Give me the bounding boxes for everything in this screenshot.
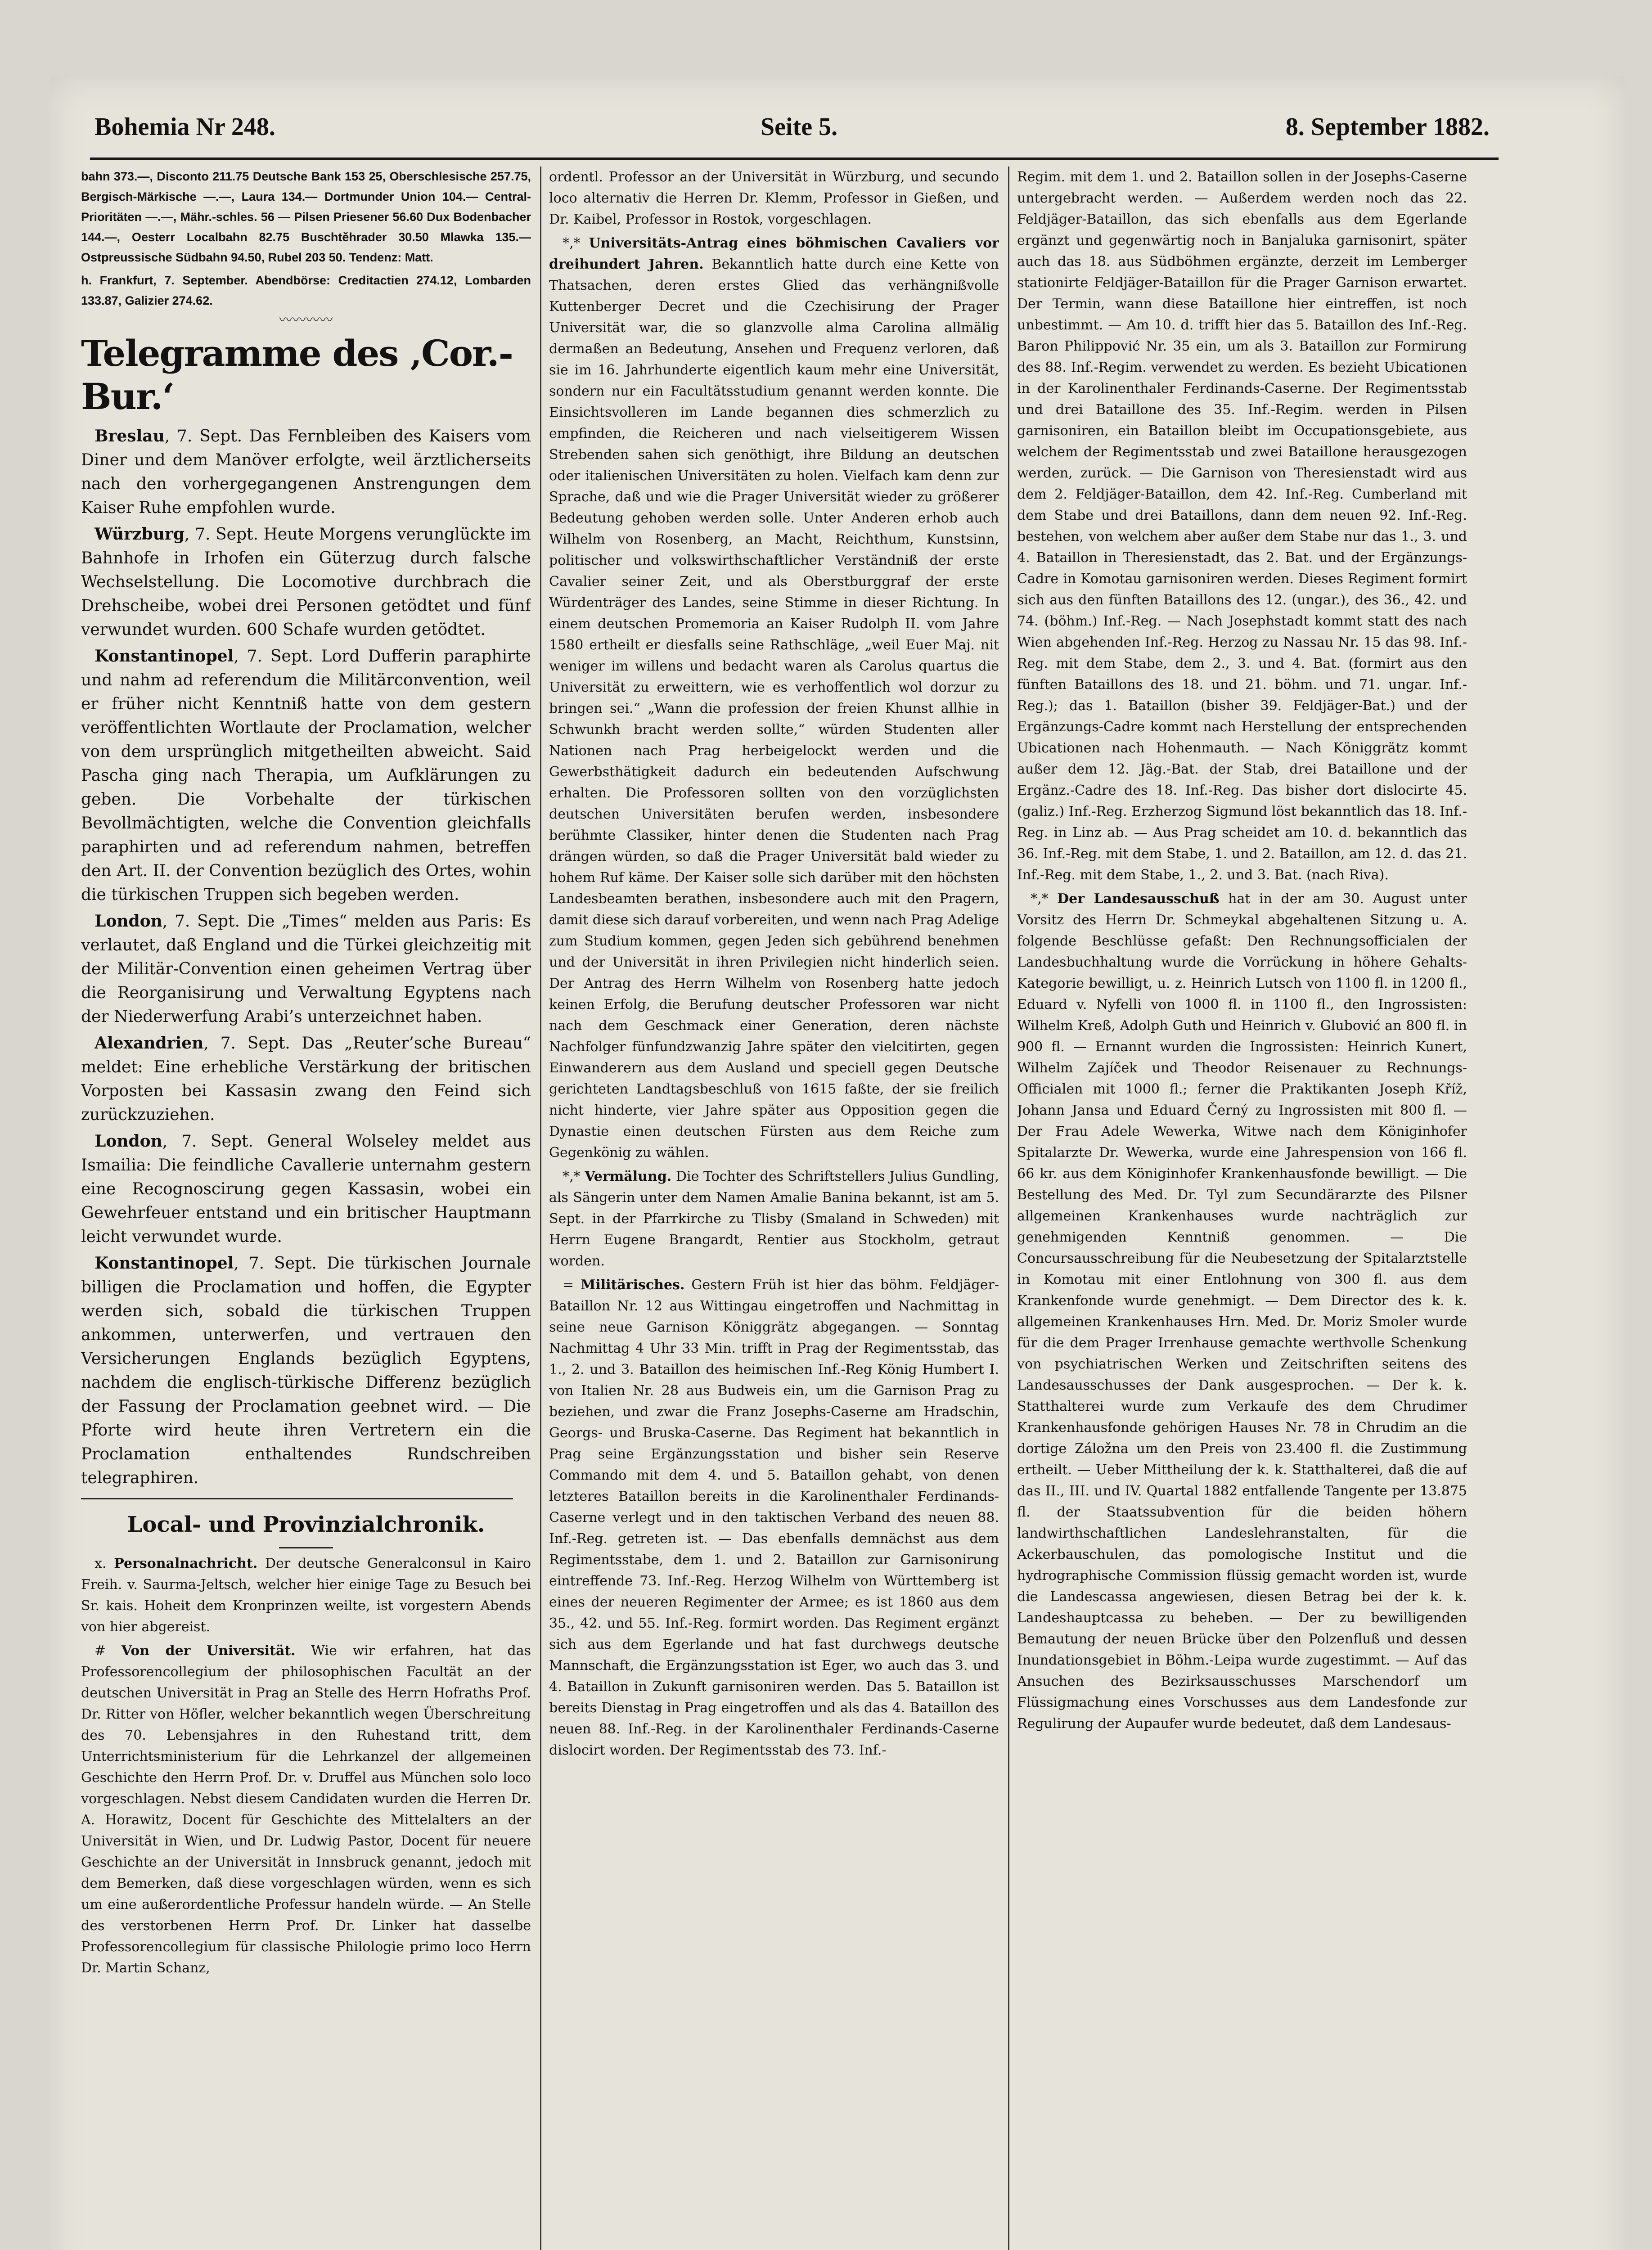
telegram-place: London: [95, 1132, 162, 1151]
frankfurt-place: h. Frankfurt: [81, 274, 153, 287]
ornament-divider: 〰〰〰〰: [279, 312, 333, 328]
page-number: Seite 5.: [761, 113, 838, 141]
article-wedding: *‚* Vermälung. Die Tochter des Schriftstellers Julius Gundling, als Sängerin unter dem Namen Amalie Banina bekannt, ist am 5. Sept. in der Pfarrkirche zu Tlisby (Smaland in Schweden) mit Herrn Eugene Brangardt, Rentier aus Stockholm, getraut worden.: [549, 1169, 999, 1269]
section-title-telegrams: Telegramme des ‚Cor.-Bur.‘: [81, 332, 513, 418]
frankfurt-text: , 7. September. Abendbörse: Creditactien 274.12, Lombarden 133.87, Galizier 274.62.: [81, 274, 531, 307]
column-3: [1017, 166, 1467, 2250]
telegram-place: Würzburg: [95, 525, 185, 544]
telegram-text: , 7. Sept. General Wolseley meldet aus Ismailia: Die feindliche Cavallerie unternahm gestern eine Recognoscirung gegen Kassasin, wobei ein Gewehrfeuer entstand und ein britischer Hauptmann leicht verwundet wurde.: [81, 1132, 531, 1246]
header-rule: [90, 158, 1499, 160]
telegram-text: , 7. Sept. Das Fernbleiben des Kaisers vom Diner und dem Manöver erfolgte, weil ärztlicherseits nach den vorhergegangenen Anstrengungen dem Kaiser Ruhe empfohlen wurde.: [81, 427, 531, 517]
issue-date: 8. September 1882.: [1285, 113, 1490, 141]
telegram-place: London: [95, 912, 162, 931]
telegram-place: Breslau: [95, 427, 165, 446]
page-header: [95, 104, 1490, 153]
article-head: Personalnachricht.: [114, 1556, 258, 1571]
newspaper-page: [50, 76, 1625, 2250]
title-underline: [279, 1547, 333, 1548]
article-text: Bekanntlich hatte durch eine Kette von Thatsachen, deren erstes Glied das verhängnißvolle Kuttenberger Decret und die Czechisirung der Prager Universität war, die so glanzvolle alma Carolina allmälig dermaßen an Bedeutung, Ansehen und Frequenz verloren, daß sie im 16. Jahrhunderte eigentlich kaum mehr eine Universität, sondern nur ein Facultätsstudium genannt werden konnte. Die Einsichtsvolleren im Lande begannen dies schmerzlich zu empfinden, die Reicheren und nach vielseitigerem Wissen Strebenden sahen sich genöthigt, ihre Bildung an deutschen oder italienischen Universitäten zu holen. Vielfach kam denn zur Sprache, daß und wie die Prager Universität wieder zu größerer Bedeutung gehoben werden solle. Unter Anderen erhob auch Wilhelm von Rosenberg, an Macht, Reichthum, Kunstsinn, politischer und volkswirthschaftlicher Verständniß der erste Cavalier seiner Zeit, und als Oberstburggraf der erste Würdenträger des Landes, seine Stimme in dieser Richtung. In einem deutschen Promemoria an Kaiser Rudolph II. vom Jahre 1580 ertheilt er diesfalls seine Rathschläge, „weil Euer Maj. nit weniger im willens und bedacht waren als Carolus quartus die Universität zu erweittern, wie es verhoffentlich wol dorzur zu bringen sei.“ „Wann die profession der freien Khunst allhie in Schwunkh bracht werden sollte,“ würden Studenten aller Nationen nach Prag herbeigelockt werden und die Gewerbsthätigkeit dadurch ein bedeutenden Aufschwung erhalten. Die Professoren sollten von den vorzüglichsten deutschen Universitäten berufen werden, insbesondere berühmte Classiker, hinter denen die Studenten nach Prag drängen würden, so daß die Prager Universität bald wieder zu hohem Ruf käme. Der Kaiser solle sich darüber mit den höchsten Landesbeamten berathen, insbesondere auch mit den Pragern, damit diese sich darauf vorbereiten, und wenn nach Prag Adelige zum Studium kommen, gegen Jeden sich gebührend benehmen und der Universität in ihren Privilegien nicht hinderlich seien. Der Antrag des Herrn Wilhelm von Rosenberg hatte jedoch keinen Erfolg, die Berufung deutscher Professoren war nicht nach dem Geschmack einer Generation, deren nächste Nachfolger fünfundzwanzig Jahre später den vielcitirten, gegen Einwanderern aus dem Ausland und speciell gegen Deutsche gerichteten Landtagsbeschluß von 1615 faßte, der sie freilich nicht hinderte, vier Jahre später aus Opposition gegen die Dynastie einen deutschen Fürsten aus dem Reiche zum Gegenkönig zu wählen.: [549, 256, 999, 1161]
telegram-item: [81, 522, 531, 642]
issue-number: Bohemia Nr 248.: [95, 113, 275, 141]
telegram-text: , 7. Sept. Die „Times“ melden aus Paris: Es verlautet, daß England und die Türkei gleichzeitig mit der Militär-Convention einen geheimen Vertrag über die Reorganisirung und Verwaltung Egyptens nach der Niederwerfung Arabi’s unterzeichnet haben.: [81, 912, 531, 1026]
section-title-local: Local- und Provinzialchronik.: [127, 1512, 485, 1537]
article-head: Von der Universität.: [121, 1643, 296, 1659]
article-landesausschuss: *‚* Der Landesausschuß hat in der am 30. August unter Vorsitz des Herrn Dr. Schmeykal abgehaltenen Sitzung u. A. folgende Beschlüsse gefaßt: Den Rechnungsofficialen der Landesbuchhaltung wurde die Vorrückung in höhere Gehalts-Kategorie bewilligt, u. z. Heinrich Lutsch von 1100 fl. in 1200 fl., Eduard v. Nyfelli von 1000 fl. in 1100 fl., den Ingrossisten: Wilhelm Kreß, Adolph Guth und Heinrich v. Glubović an 800 fl. in 900 fl. — Ernannt wurden die Ingrossisten: Heinrich Kunert, Wilhelm Zajíček und Theodor Reisenauer zu Rechnungs-Officialen mit 1000 fl.; ferner die Praktikanten Joseph Kříž, Johann Jansa und Eduard Černý zu Ingrossisten mit 800 fl. — Der Frau Adele Wewerka, Witwe nach dem Königinhofer Spitalarzte Dr. Wewerka, wurde eine Jahrespension von 166 fl. 66 kr. aus dem Königinhofer Krankenhausfonde bewilligt. — Die Bestellung des Med. Dr. Tyl zum Secundärarzte des Pilsner allgemeinen Krankenhauses wurde nachträglich zur genehmigenden Kenntniß genommen. — Die Concursausschreibung für die Neubesetzung der Spitalarztstelle in Komotau mit einer Entlohnung von 300 fl. aus dem Krankenfonde wurde genehmigt. — Dem Director des k. k. allgemeinen Krankenhauses Hrn. Med. Dr. Moriz Smoler wurde für die dem Prager Irrenhause gemachte werthvolle Schenkung von psychiatrischen Werken und Zeitschriften seitens des Landesausschusses der Dank ausgesprochen. — Der k. k. Statthalterei wurde zum Verkaufe des dem Chrudimer Krankenhausfonde gehörigen Hauses Nr. 78 in Chrudim an die dortige Záložna um den Preis von 23.400 fl. die Zustimmung ertheilt. — Ueber Mittheilung der k. k. Statthalterei, daß die auf das II., III. und IV. Quartal 1882 entfallende Tangente per 13.875 fl. der Staatssubvention für die beiden höhern landwirthschaftlichen Landeslehranstalten, für die Ackerbauschulen, das pomologische Institut und die hydrographische Commission flüssig gemacht worden ist, wurde die Landescassa angewiesen, diesen Betrag bei der k. k. Landeshauptcassa zu beheben. — Der zu bewilligenden Bemautung der neuen Brücke über den Polzenfluß und dessen Inundationsgebiet in Böhm.-Leipa wurde zugestimmt. — Auf das Ansuchen des Bezirksausschusses Marschendorf um Flüssigmachung eines Vorschusses aus dem Landesfonde zur Regulirung der Aupaufer wurde bedeutet, daß dem Landesaus-: [1017, 891, 1467, 1732]
telegram-text: , 7. Sept. Heute Morgens verunglückte im Bahnhofe in Irhofen ein Güterzug durch falsche Wechselstellung. Die Locomotive durchbrach die Drehscheibe, wobei drei Personen getödtet und fünf verwundet wurden. 600 Schafe wurden getödtet.: [81, 525, 531, 639]
frankfurt-report: [81, 270, 531, 311]
article-text: hat in der am 30. August unter Vorsitz des Herrn Dr. Schmeykal abgehaltenen Sitzung u. A. folgende Beschlüsse gefaßt: Den Rechnungsofficialen der Landesbuchhaltung wurde die Vorrückung in höhere Gehalts-Kategorie bewilligt, u. z. Heinrich Lutsch von 1100 fl. in 1200 fl., Eduard v. Nyfelli von 1000 fl. in 1100 fl., den Ingrossisten: Wilhelm Kreß, Adolph Guth und Heinrich v. Glubović an 800 fl. in 900 fl. — Ernannt wurden die Ingrossisten: Heinrich Kunert, Wilhelm Zajíček und Theodor Reisenauer zu Rechnungs-Officialen mit 1000 fl.; ferner die Praktikanten Joseph Kříž, Johann Jansa und Eduard Černý zu Ingrossisten mit 800 fl. — Der Frau Adele Wewerka, Witwe nach dem Königinhofer Spitalarzte Dr. Wewerka, wurde eine Jahrespension von 166 fl. 66 kr. aus dem Königinhofer Krankenhausfonde bewilligt. — Die Bestellung des Med. Dr. Tyl zum Secundärarzte des Pilsner allgemeinen Krankenhauses wurde nachträglich zur genehmigenden Kenntniß genommen. — Die Concursausschreibung für die Neubesetzung der Spitalarztstelle in Komotau mit einer Entlohnung von 300 fl. aus dem Krankenfonde wurde genehmigt. — Dem Director des k. k. allgemeinen Krankenhauses Hrn. Med. Dr. Moriz Smoler wurde für die dem Prager Irrenhause gemachte werthvolle Schenkung von psychiatrischen Werken und Zeitschriften seitens des Landesausschusses der Dank ausgesprochen. — Der k. k. Statthalterei wurde zum Verkaufe des dem Chrudimer Krankenhausfonde gehörigen Hauses Nr. 78 in Chrudim an die dortige Záložna um den Preis von 23.400 fl. die Zustimmung ertheilt. — Ueber Mittheilung der k. k. Statthalterei, daß die auf das II., III. und IV. Quartal 1882 entfallende Tangente per 13.875 fl. der Staatssubvention für die beiden höhern landwirthschaftlichen Landeslehranstalten, für die Ackerbauschulen, das pomologische Institut und die hydrographische Commission flüssig gemacht worden ist, wurde die Landescassa angewiesen, diesen Betrag bei der k. k. Landeshauptcassa zu beheben. — Der zu bewilligenden Bemautung der neuen Brücke über den Polzenfluß und dessen Inundationsgebiet in Böhm.-Leipa wurde zugestimmt. — Auf das Ansuchen des Bezirksausschusses Marschendorf um Flüssigmachung eines Vorschusses aus dem Landesfonde zur Regulirung der Aupaufer wurde bedeutet, daß dem Landesaus-: [1017, 891, 1467, 1732]
telegram-item: [81, 1251, 531, 1490]
article-military: = Militärisches. Gestern Früh ist hier das böhm. Feldjäger-Bataillon Nr. 12 aus Wittingau eingetroffen und Nachmittag in seine neue Garnison Königgrätz abgegangen. — Sonntag Nachmittag 4 Uhr 33 Min. trifft in Prag der Regimentsstab, das 1., 2. und 3. Bataillon des heimischen Inf.-Reg König Humbert I. von Italien Nr. 28 aus Budweis ein, um die Garnison Prag zu beziehen, und zwar die Franz Josephs-Caserne am Hradschin, Georgs- und Bruska-Caserne. Das Regiment hat bekanntlich in Prag seine Ergänzungsstation und bisher sein Reserve Commando mit dem 4. und 5. Bataillon gehabt, von denen letzteres Bataillon bereits in die Karolinenthaler Ferdinands-Caserne verlegt und in den taktischen Verband des neuen 88. Inf.-Reg. getreten ist. — Das ebenfalls demnächst aus dem Regimentsstabe, dem 1. und 2. Bataillon zur Garnisonirung eintreffende 73. Inf.-Reg. Herzog Wilhelm von Württemberg ist eines der neueren Regimenter der Armee; es ist 1860 aus dem 35., 42. und 55. Inf.-Reg. formirt worden. Das Regiment ergänzt sich aus dem Egerlande und hat fast durchwegs deutsche Mannschaft, die Ergänzungsstation ist Eger, wo auch das 3. und 4. Bataillon in Zukunft garnisoniren werden. Das 5. Bataillon ist bereits Dienstag in Prag eingetroffen und als das 4. Bataillon des neuen 88. Inf.-Reg. in der Karolinenthaler Ferdinands-Caserne dislocirt worden. Der Regimentsstab des 73. Inf.-: [549, 1277, 999, 1758]
telegram-item: [81, 424, 531, 520]
article-head: Militärisches.: [581, 1277, 685, 1293]
article-continuation: ordentl. Professor an der Universität in Würzburg, und secundo loco alternativ die Herren Dr. Klemm, Professor in Gießen, und Dr. Kaibel, Professor in Rostok, vorgeschlagen.: [549, 169, 999, 227]
column-divider: [540, 166, 541, 2250]
article-text: Die Tochter des Schriftstellers Julius Gundling, als Sängerin unter dem Namen Amalie Banina bekannt, ist am 5. Sept. in der Pfarrkirche zu Tlisby (Smaland in Schweden) mit Herrn Eugene Brangardt, Rentier aus Stockholm, getraut worden.: [549, 1169, 999, 1269]
article-head: Der Landesausschuß: [1057, 891, 1220, 907]
telegram-text: , 7. Sept. Lord Dufferin paraphirte und nahm ad referendum die Militärconvention, weil er früher nicht Kenntniß hatte von dem gestern veröffentlichten Wortlaute der Proclamation, welcher von dem ursprünglich mitgetheilten abweicht. Said Pascha ging nach Therapia, um Aufklärungen zu geben. Die Vorbehalte der türkischen Bevollmächtigten, welche die Convention gleichfalls paraphirten und ad referendum nahmen, betreffen den Art. II. der Convention bezüglich des Ortes, wohin die türkischen Truppen sich begeben werden.: [81, 647, 531, 904]
article-text: Wie wir erfahren, hat das Professorencollegium der philosophischen Facultät an der deutschen Universität in Prag an Stelle des Herrn Hofraths Prof. Dr. Ritter von Höfler, welcher bekanntlich wegen Überschreitung des 70. Lebensjahres in den Ruhestand tritt, dem Unterrichtsministerium für die Lehrkanzel der allgemeinen Geschichte den Herrn Prof. Dr. v. Druffel aus München solo loco vorgeschlagen. Nebst diesem Candidaten wurden die Herren Dr. A. Horawitz, Docent für Geschichte des Mittelalters an der Universität in Wien, und Dr. Ludwig Pastor, Docent für neuere Geschichte an der Universität in Innsbruck genannt, jedoch mit dem Bemerken, daß diese vorgeschlagen würden, wenn es sich um eine außerordentliche Professur handeln würde. — An Stelle des verstorbenen Herrn Prof. Dr. Linker hat dasselbe Professorencollegium für classische Philologie primo loco Herrn Dr. Martin Schanz,: [81, 1643, 531, 1976]
column-1: [81, 166, 531, 2250]
telegram-place: Alexandrien: [95, 1034, 204, 1053]
column-divider: [1008, 166, 1009, 2250]
column-2: [549, 166, 999, 2250]
section-rule: [81, 1498, 513, 1499]
telegram-item: [81, 909, 531, 1029]
telegram-place: Konstantinopel: [95, 647, 234, 666]
article-university-proposal: *‚* Universitäts-Antrag eines böhmischen Cavaliers vor dreihundert Jahren. Bekanntlich hatte durch eine Kette von Thatsachen, deren erstes Glied das verhängnißvolle Kuttenberger Decret und die Czechisirung der Prager Universität war, die so glanzvolle alma Carolina allmälig dermaßen an Bedeutung, Ansehen und Frequenz verloren, daß sie im 16. Jahrhunderte eigentlich kaum mehr eine Universität, sondern nur ein Facultätsstudium genannt werden konnte. Die Einsichtsvolleren im Lande begannen dies schmerzlich zu empfinden, die Reicheren und nach vielseitigerem Wissen Strebenden sahen sich genöthigt, ihre Bildung an deutschen oder italienischen Universitäten zu holen. Vielfach kam denn zur Sprache, daß und wie die Prager Universität wieder zu größerer Bedeutung gehoben werden solle. Unter Anderen erhob auch Wilhelm von Rosenberg, an Macht, Reichthum, Kunstsinn, politischer und volkswirthschaftlicher Verständniß der erste Cavalier seiner Zeit, und als Oberstburggraf der erste Würdenträger des Landes, seine Stimme in dieser Richtung. In einem deutschen Promemoria an Kaiser Rudolph II. vom Jahre 1580 ertheilt er diesfalls seine Rathschläge, „weil Euer Maj. nit weniger im willens und bedacht waren als Carolus quartus die Universität zu erweittern, wie es verhoffentlich wol dorzur zu bringen sei.“ „Wann die profession der freien Khunst allhie in Schwunkh bracht werden sollte,“ würden Studenten aller Nationen nach Prag herbeigelockt werden und die Gewerbsthätigkeit dadurch ein bedeutenden Aufschwung erhalten. Die Professoren sollten von den vorzüglichsten deutschen Universitäten berufen werden, insbesondere berühmte Classiker, hinter denen die Studenten nach Prag drängen würden, so daß die Prager Universität bald wieder zu hohem Ruf käme. Der Kaiser solle sich darüber mit den höchsten Landesbeamten berathen, insbesondere auch mit den Pragern, damit diese sich darauf vorbereiten, und wenn nach Prag Adelige zum Studium kommen, gegen Jeden sich gebührend benehmen und der Universität in ihren Privilegien nicht hinderlich seien. Der Antrag des Herrn Wilhelm von Rosenberg hatte jedoch keinen Erfolg, die Berufung deutscher Professoren war nicht nach dem Geschmack einer Generation, deren nächste Nachfolger fünfundzwanzig Jahre später den vielcitirten, gegen Einwanderern aus dem Ausland und speciell gegen Deutsche gerichteten Landtagsbeschluß von 1615 faßte, der sie freilich nicht hinderte, vier Jahre später aus Opposition gegen die Dynastie einen deutschen Fürsten aus dem Reiche zum Gegenkönig zu wählen.: [549, 235, 999, 1161]
article-head: Vermälung.: [585, 1169, 672, 1184]
article-head: Universitäts-Antrag eines böhmischen Cavaliers vor dreihundert Jahren.: [549, 235, 999, 272]
telegram-item: [81, 1031, 531, 1127]
article-university: # Von der Universität. Wie wir erfahren, hat das Professorencollegium der philosophischen Facultät an der deutschen Universität in Prag an Stelle des Herrn Hofraths Prof. Dr. Ritter von Höfler, welcher bekanntlich wegen Überschreitung des 70. Lebensjahres in den Ruhestand tritt, dem Unterrichtsministerium für die Lehrkanzel der allgemeinen Geschichte den Herrn Prof. Dr. v. Druffel aus München solo loco vorgeschlagen. Nebst diesem Candidaten wurden die Herren Dr. A. Horawitz, Docent für Geschichte des Mittelalters an der Universität in Wien, und Dr. Ludwig Pastor, Docent für neuere Geschichte an der Universität in Innsbruck genannt, jedoch mit dem Bemerken, daß diese vorgeschlagen würden, wenn es sich um eine außerordentliche Professur handeln würde. — An Stelle des verstorbenen Herrn Prof. Dr. Linker hat dasselbe Professorencollegium für classische Philologie primo loco Herrn Dr. Martin Schanz,: [81, 1643, 531, 1976]
article-continuation: Regim. mit dem 1. und 2. Bataillon sollen in der Josephs-Caserne untergebracht werden. — Außerdem werden noch das 22. Feldjäger-Bataillon, das sich ebenfalls aus dem Egerlande ergänzt und gegenwärtig noch in Banjaluka garnisonirt, später auch das 18. aus Südböhmen ergänzte, derzeit im Lemberger stationirte Feldjäger-Bataillon für die Prager Garnison erwartet. Der Termin, wann diese Bataillone hier eintreffen, ist noch unbestimmt. — Am 10. d. trifft hier das 5. Bataillon des Inf.-Reg. Baron Philippović Nr. 35 ein, um als 3. Bataillon zur Formirung des 88. Inf.-Regim. verwendet zu werden. Es bezieht Ubicationen in der Karolinenthaler Ferdinands-Caserne. Der Regimentsstab und drei Bataillone des 35. Inf.-Regim. werden in Pilsen garnisoniren, ein Bataillon bleibt im Occupationsgebiete, aus welchem der Regimentsstab und zwei Bataillone herausgezogen werden, zurück. — Die Garnison von Theresienstadt wird aus dem 2. Feldjäger-Bataillon, dem 42. Inf.-Reg. Cumberland mit dem Stabe und drei Bataillons, dann dem neuen 92. Inf.-Reg. bestehen, von welchem aber außer dem Stabe nur das 1., 3. und 4. Bataillon in Theresienstadt, das 2. Bat. und der Ergänzungs-Cadre in Komotau garnisoniren werden. Dieses Regiment formirt sich aus den fünften Bataillons des 12. (ungar.), des 36., 42. und 74. (böhm.) Inf.-Reg. — Nach Josephstadt kommt statt des nach Wien abgehenden Inf.-Reg. Herzog zu Nassau Nr. 15 das 98. Inf.-Reg. mit dem Stabe, dem 2., 3. und 4. Bat. (formirt aus den fünften Bataillons des 18. und 21. böhm. und 71. ungar. Inf.-Reg.); das 1. Bataillon (bisher 39. Feldjäger-Bat.) und der Ergänzungs-Cadre kommt nach Herstellung der entsprechenden Ubicationen nach Hohenmauth. — Nach Königgrätz kommt außer dem 12. Jäg.-Bat. der Stab, drei Bataillone und der Ergänz.-Cadre des 18. Inf.-Reg. Das bisher dort dislocirte 45. (galiz.) Inf.-Reg. Erzherzog Sigmund löst bekanntlich das 18. Inf.-Reg. in Linz ab. — Aus Prag scheidet am 10. d. bekanntlich das 36. Inf.-Reg. mit dem Stabe, 1. und 2. Bataillon, am 12. d. das 21. Inf.-Reg. mit dem Stabe, 1., 2. und 3. Bat. (nach Riva).: [1017, 169, 1467, 883]
article-text: Der deutsche Generalconsul in Kairo Freih. v. Saurma-Jeltsch, welcher hier einige Tage zu Besuch bei Sr. kais. Hoheit dem Kronprinzen weilte, ist vorgestern Abends von hier abgereist.: [81, 1556, 531, 1635]
telegram-item: [81, 1130, 531, 1249]
article-personal: x. Personalnachricht. Der deutsche Generalconsul in Kairo Freih. v. Saurma-Jeltsch, welcher hier einige Tage zu Besuch bei Sr. kais. Hoheit dem Kronprinzen weilte, ist vorgestern Abends von hier abgereist.: [81, 1556, 531, 1635]
article-text: Gestern Früh ist hier das böhm. Feldjäger-Bataillon Nr. 12 aus Wittingau eingetroffen und Nachmittag in seine neue Garnison Königgrätz abgegangen. — Sonntag Nachmittag 4 Uhr 33 Min. trifft in Prag der Regimentsstab, das 1., 2. und 3. Bataillon des heimischen Inf.-Reg König Humbert I. von Italien Nr. 28 aus Budweis ein, um die Garnison Prag zu beziehen, und zwar die Franz Josephs-Caserne am Hradschin, Georgs- und Bruska-Caserne. Das Regiment hat bekanntlich in Prag seine Ergänzungsstation und bisher sein Reserve Commando mit dem 4. und 5. Bataillon gehabt, von denen letzteres Bataillon bereits in die Karolinenthaler Ferdinands-Caserne verlegt und in den taktischen Verband des neuen 88. Inf.-Reg. getreten ist. — Das ebenfalls demnächst aus dem Regimentsstabe, dem 1. und 2. Bataillon zur Garnisonirung eintreffende 73. Inf.-Reg. Herzog Wilhelm von Württemberg ist eines der neueren Regimenter der Armee; es ist 1860 aus dem 35., 42. und 55. Inf.-Reg. formirt worden. Das Regiment ergänzt sich aus dem Egerlande und hat fast durchwegs deutsche Mannschaft, die Ergänzungsstation ist Eger, wo auch das 3. und 4. Bataillon in Zukunft garnisoniren werden. Das 5. Bataillon ist bereits Dienstag in Prag eingetroffen und als das 4. Bataillon des neuen 88. Inf.-Reg. in der Karolinenthaler Ferdinands-Caserne dislocirt worden. Der Regimentsstab des 73. Inf.-: [549, 1277, 999, 1758]
market-report: bahn 373.—, Disconto 211.75 Deutsche Bank 153 25, Oberschlesische 257.75, Bergisch-Märkische —.—, Laura 134.— Dortmunder Union 104.— Central-Prioritäten —.—, Mähr.-schles. 56 — Pilsen Priesener 56.60 Dux Bodenbacher 144.—, Oesterr Localbahn 82.75 Buschtěhrader 30.50 Mlawka 135.— Ostpreussische Südbahn 94.50, Rubel 203 50. Tendenz: Matt.: [81, 170, 531, 264]
telegram-place: Konstantinopel: [95, 1254, 234, 1273]
telegram-item: [81, 644, 531, 907]
telegram-text: , 7. Sept. Das „Reuter’sche Bureau“ meldet: Eine erhebliche Verstärkung der britischen Vorposten bei Kassasin zwang den Feind sich zurückzuziehen.: [81, 1034, 531, 1124]
telegram-text: , 7. Sept. Die türkischen Journale billigen die Proclamation und hoffen, die Egypter werden sich, sobald die türkischen Truppen ankommen, unterwerfen, und vertrauen den Versicherungen Englands bezüglich Egyptens, nachdem die englisch-türkische Differenz bezüglich der Fassung der Proclamation geebnet wird. — Die Pforte wird heute ihren Vertretern ein die Proclamation enthaltendes Rundschreiben telegraphiren.: [81, 1254, 531, 1487]
